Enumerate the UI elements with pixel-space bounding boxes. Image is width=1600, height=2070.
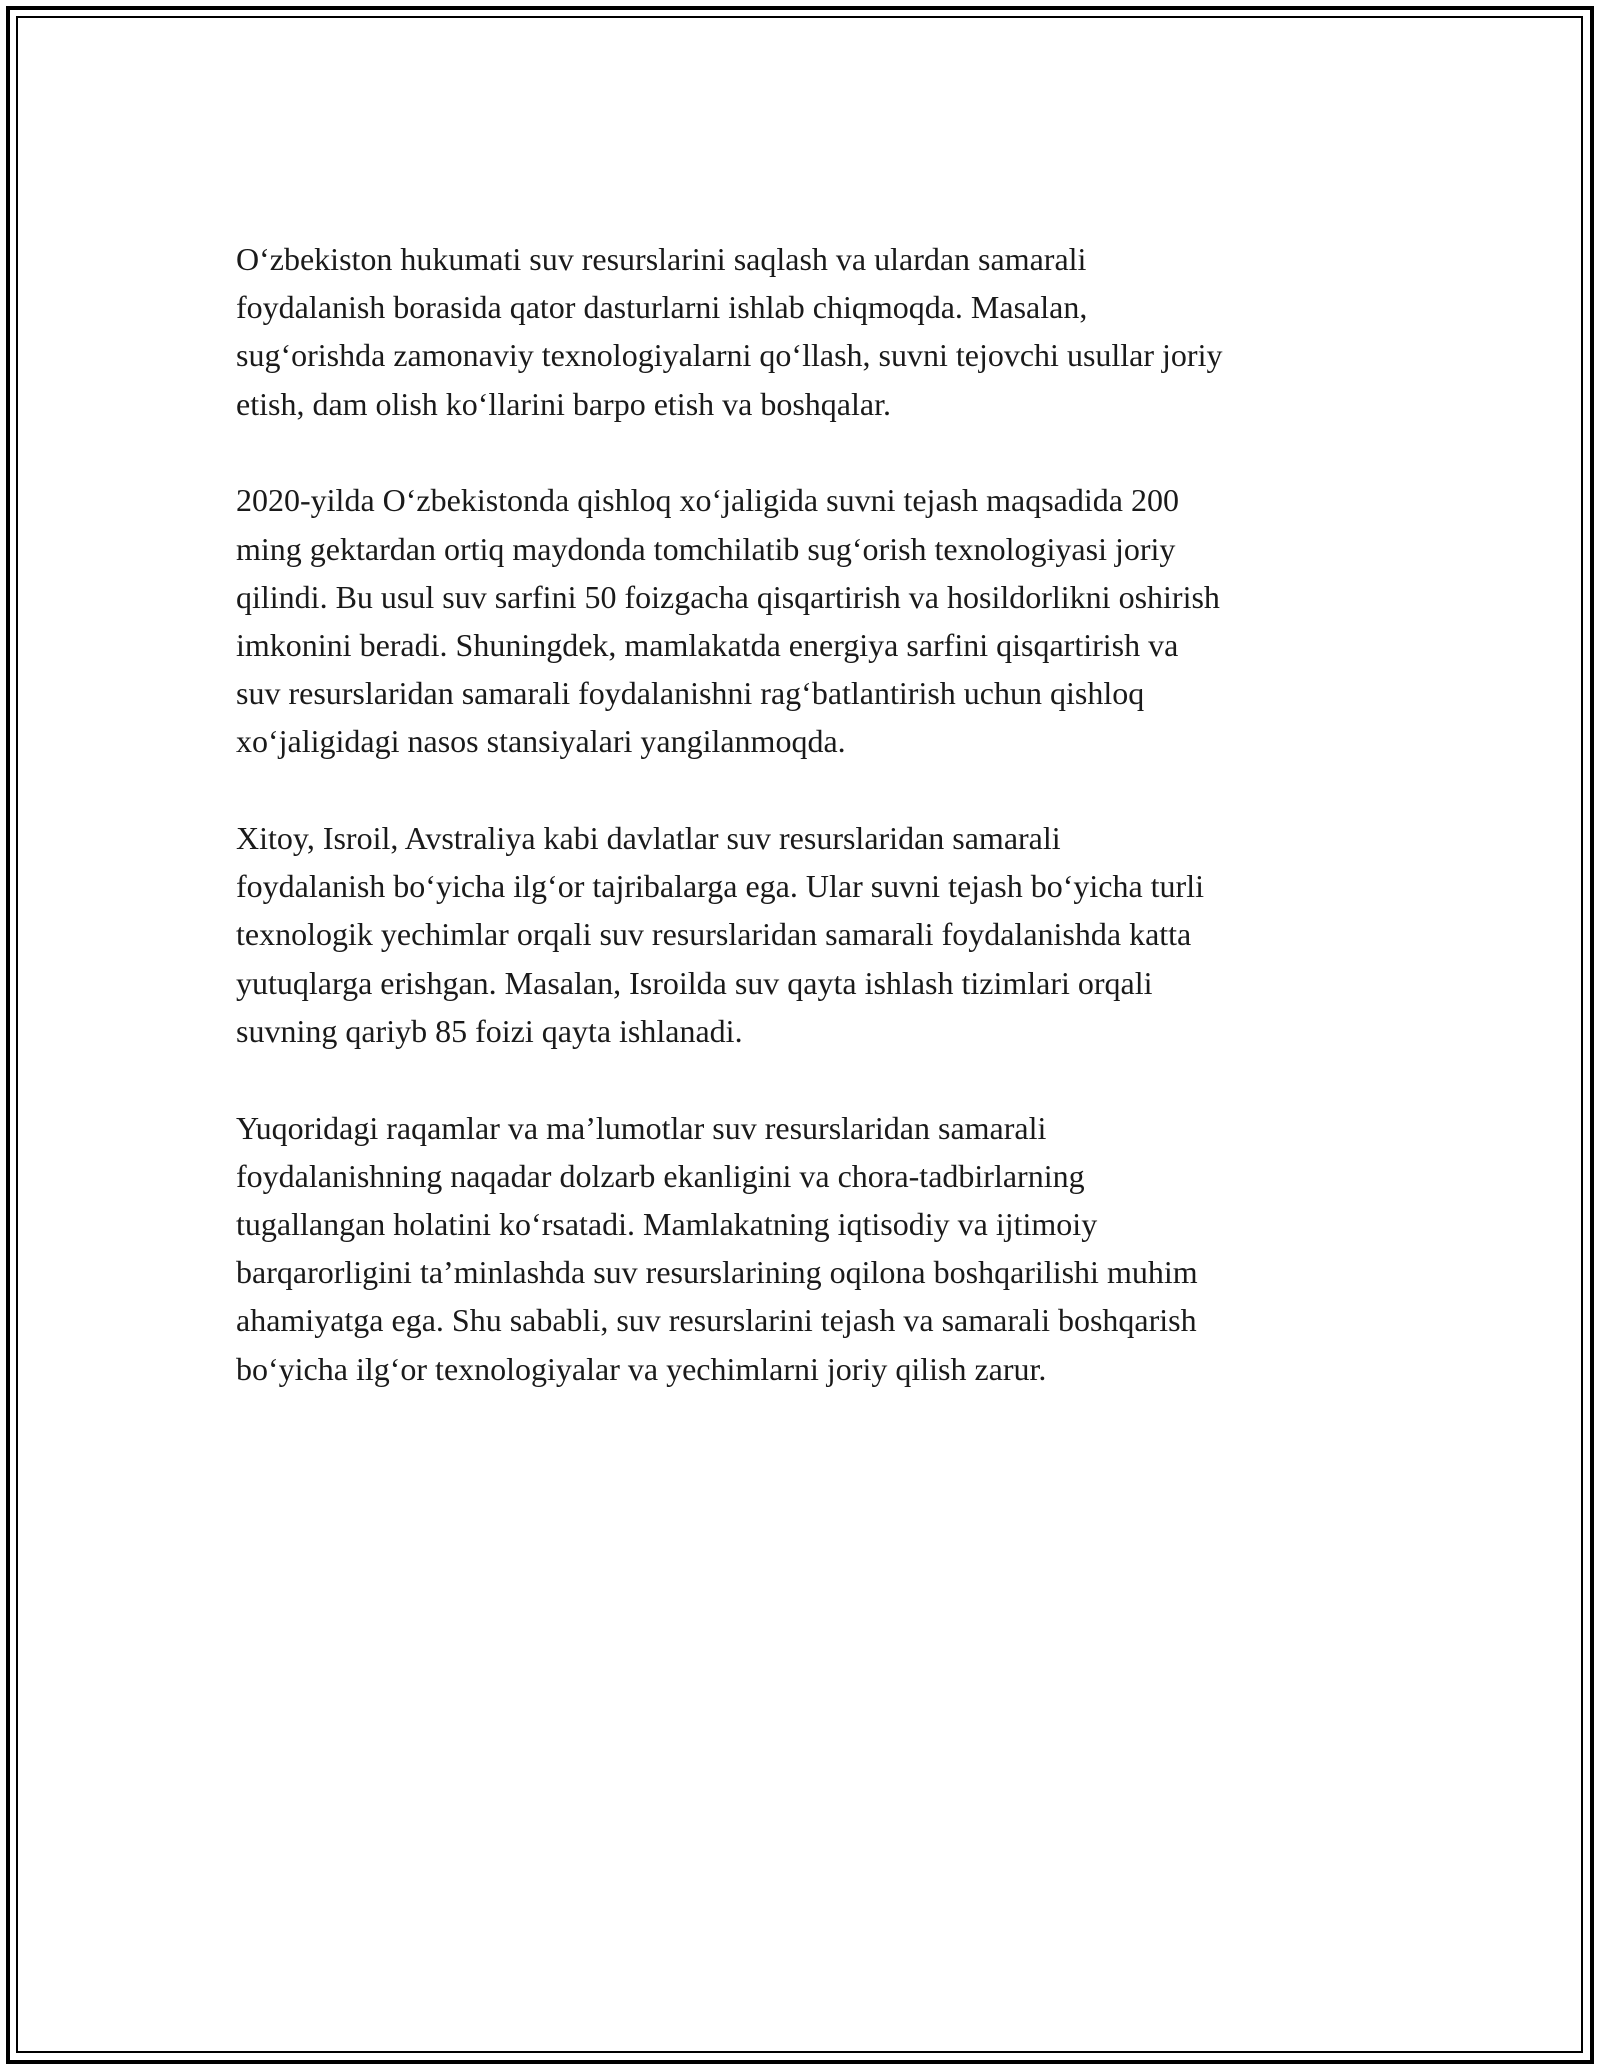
- text-line: Xitoy, Isroil, Avstraliya kabi davlatlar suv resurslaridan samarali: [236, 820, 1061, 857]
- text-line: suvning qariyb 85 foizi qayta ishlanadi.: [236, 1012, 743, 1049]
- text-line: qilindi. Bu usul suv sarfini 50 foizgacha qisqartirish va hosildorlikni oshirish: [236, 578, 1220, 615]
- text-line: Yuqoridagi raqamlar va ma’lumotlar suv resurslaridan samarali: [236, 1109, 1047, 1146]
- text-line: ahamiyatga ega. Shu sababli, suv resurslarini tejash va samarali boshqarish: [236, 1302, 1197, 1339]
- paragraph-1: [236, 235, 1386, 428]
- text-line: suv resurslaridan samarali foydalanishni rag‘batlantirish uchun qishloq: [236, 675, 1145, 712]
- text-line: barqarorligini ta’minlashda suv resurslarining oqilona boshqarilishi muhim: [236, 1254, 1198, 1291]
- text-line: foydalanishning naqadar dolzarb ekanligini va chora-tadbirlarning: [236, 1157, 1085, 1194]
- text-line: etish, dam olish ko‘llarini barpo etish va boshqalar.: [236, 385, 891, 422]
- paragraph-2: [236, 476, 1386, 765]
- text-line: yutuqlarga erishgan. Masalan, Isroilda suv qayta ishlash tizimlari orqali: [236, 964, 1153, 1001]
- text-line: foydalanish borasida qator dasturlarni ishlab chiqmoqda. Masalan,: [236, 289, 1088, 326]
- text-line: imkonini beradi. Shuningdek, mamlakatda energiya sarfini qisqartirish va: [236, 626, 1179, 663]
- text-line: tugallangan holatini ko‘rsatadi. Mamlakatning iqtisodiy va ijtimoiy: [236, 1205, 1098, 1242]
- text-line: 2020-yilda O‘zbekistonda qishloq xo‘jaligida suvni tejash maqsadida 200: [236, 482, 1179, 519]
- text-line: O‘zbekiston hukumati suv resurslarini saqlash va ulardan samarali: [236, 241, 1087, 277]
- text-line: xo‘jaligidagi nasos stansiyalari yangilanmoqda.: [236, 723, 846, 760]
- paragraph-4: [236, 1104, 1386, 1393]
- paragraph-3: [236, 814, 1386, 1055]
- text-line: foydalanish bo‘yicha ilg‘or tajribalarga ega. Ular suvni tejash bo‘yicha turli: [236, 868, 1204, 905]
- text-line: texnologik yechimlar orqali suv resurslaridan samarali foydalanishda katta: [236, 916, 1192, 953]
- text-line: ming gektardan ortiq maydonda tomchilatib sug‘orish texnologiyasi joriy: [236, 530, 1176, 567]
- text-line: sug‘orishda zamonaviy texnologiyalarni qo‘llash, suvni tejovchi usullar joriy: [236, 337, 1223, 374]
- document-body: [236, 235, 1386, 1441]
- text-line: bo‘yicha ilg‘or texnologiyalar va yechimlarni joriy qilish zarur.: [236, 1350, 1047, 1387]
